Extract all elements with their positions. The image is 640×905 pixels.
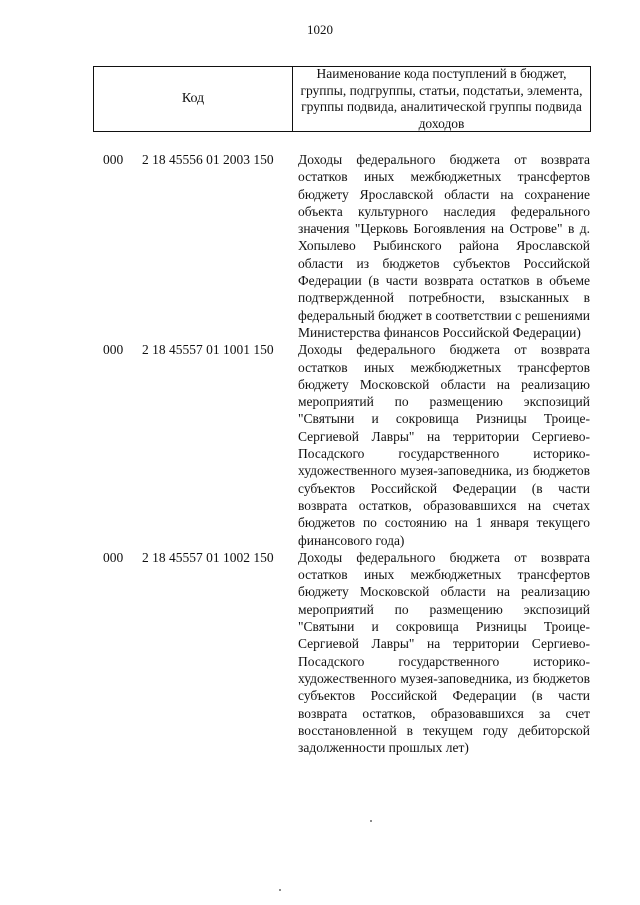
table-header [93,66,591,132]
scan-speck [279,889,281,891]
admin-code: 000 [103,549,124,565]
header-code-column: Код [94,67,293,131]
revenue-description: Доходы федерального бюджета от возврата остатков иных межбюджетных трансфертов бюджету Московской области на реализацию мероприятий по размещению экспозиций "Святыни и сокровища Ризницы Троице-Сергиевой Лавры" на территории Сергиево-Посадского государственного историко-художественного музея-заповедника, из бюджетов субъектов Российской Федерации (в части возврата остатков, образовавшихся за счет восстановленной в текущем году дебиторской задолженности прошлых лет) [298,549,590,756]
revenue-description: Доходы федерального бюджета от возврата остатков иных межбюджетных трансфертов бюджету Московской области на реализацию мероприятий по размещению экспозиций "Святыни и сокровища Ризницы Троице-Сергиевой Лавры" на территории Сергиево-Посадского государственного историко-художественного музея-заповедника, из бюджетов субъектов Российской Федерации (в части возврата остатков, образовавшихся на счетах бюджетов по состоянию на 1 января текущего финансового года) [298,342,590,548]
revenue-code: 2 18 45557 01 1002 150 [142,549,274,565]
header-name-column: Наименование кода поступлений в бюджет, группы, подгруппы, статьи, подстатьи, элемента, группы подвида, аналитической группы подвида доходов [300,66,583,131]
admin-code: 000 [103,152,124,167]
revenue-code: 2 18 45556 01 2003 150 [142,152,274,167]
revenue-description: Доходы федерального бюджета от возврата остатков иных межбюджетных трансфертов бюджету Ярославской области на сохранение объекта культурного наследия федерального значения "Церковь Богоявления на Острове" в д. Хопылево Рыбинского района Ярославской области из бюджетов субъектов Российской Федерации (в части возврата остатков в объеме подтвержденной потребности, взысканных в федеральный бюджет в соответствии с решениями Министерства финансов Российской Федерации) [298,152,590,340]
table-body [0,151,640,756]
scan-speck [370,820,372,822]
table-row [0,341,640,549]
admin-code: 000 [103,342,124,358]
table-row [0,549,640,757]
revenue-code: 2 18 45557 01 1001 150 [142,342,274,358]
page-number: 1020 [307,22,333,37]
table-row [0,151,640,341]
